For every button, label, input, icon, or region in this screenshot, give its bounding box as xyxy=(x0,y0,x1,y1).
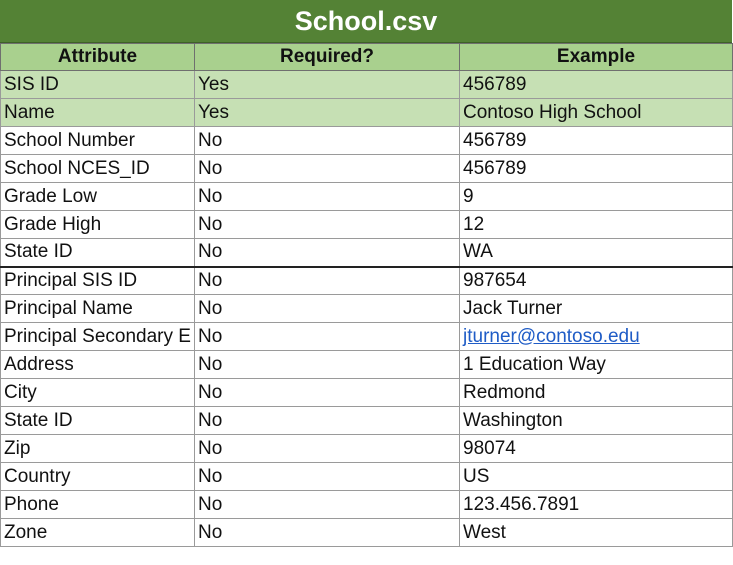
attribute-cell[interactable]: Principal SIS ID xyxy=(1,267,195,295)
attribute-cell[interactable]: Address xyxy=(1,351,195,379)
required-cell[interactable]: No xyxy=(195,407,460,435)
table-row xyxy=(1,463,733,491)
attribute-cell[interactable]: State ID xyxy=(1,239,195,267)
required-cell[interactable]: No xyxy=(195,211,460,239)
attribute-cell[interactable]: Principal Secondary E xyxy=(1,323,195,351)
required-cell[interactable]: No xyxy=(195,127,460,155)
attribute-cell[interactable]: Phone xyxy=(1,491,195,519)
example-cell[interactable]: Redmond xyxy=(460,379,733,407)
required-cell[interactable]: Yes xyxy=(195,99,460,127)
example-cell[interactable]: Jack Turner xyxy=(460,295,733,323)
email-link[interactable]: jturner@contoso.edu xyxy=(463,325,640,347)
required-cell[interactable]: No xyxy=(195,351,460,379)
example-cell[interactable]: 987654 xyxy=(460,267,733,295)
sheet-title: School.csv xyxy=(0,0,732,43)
attribute-cell[interactable]: State ID xyxy=(1,407,195,435)
example-cell[interactable]: 1 Education Way xyxy=(460,351,733,379)
table-row xyxy=(1,295,733,323)
attribute-cell[interactable]: SIS ID xyxy=(1,71,195,99)
table-row xyxy=(1,267,733,295)
table-row xyxy=(1,239,733,267)
column-header-required[interactable]: Required? xyxy=(195,44,460,71)
table-row xyxy=(1,491,733,519)
table-row xyxy=(1,407,733,435)
table-row xyxy=(1,379,733,407)
header-row xyxy=(1,44,733,71)
table-row xyxy=(1,351,733,379)
example-cell[interactable]: 98074 xyxy=(460,435,733,463)
example-cell[interactable]: 12 xyxy=(460,211,733,239)
required-cell[interactable]: No xyxy=(195,491,460,519)
example-cell[interactable]: Washington xyxy=(460,407,733,435)
required-cell[interactable]: No xyxy=(195,379,460,407)
table-row xyxy=(1,323,733,351)
required-cell[interactable]: No xyxy=(195,519,460,547)
attribute-cell[interactable]: Country xyxy=(1,463,195,491)
example-cell[interactable]: 456789 xyxy=(460,155,733,183)
required-cell[interactable]: No xyxy=(195,295,460,323)
attribute-cell[interactable]: Zip xyxy=(1,435,195,463)
table-row xyxy=(1,127,733,155)
required-cell[interactable]: No xyxy=(195,239,460,267)
example-cell[interactable]: 456789 xyxy=(460,71,733,99)
attribute-cell[interactable]: Principal Name xyxy=(1,295,195,323)
example-cell[interactable]: 9 xyxy=(460,183,733,211)
table-row xyxy=(1,183,733,211)
attribute-table xyxy=(0,43,733,547)
example-cell[interactable]: WA xyxy=(460,239,733,267)
example-cell[interactable]: US xyxy=(460,463,733,491)
attribute-cell[interactable]: Name xyxy=(1,99,195,127)
required-cell[interactable]: No xyxy=(195,323,460,351)
table-row xyxy=(1,435,733,463)
required-cell[interactable]: Yes xyxy=(195,71,460,99)
attribute-cell[interactable]: School Number xyxy=(1,127,195,155)
example-cell[interactable]: 123.456.7891 xyxy=(460,491,733,519)
example-cell[interactable]: Contoso High School xyxy=(460,99,733,127)
required-cell[interactable]: No xyxy=(195,463,460,491)
attribute-cell[interactable]: Grade High xyxy=(1,211,195,239)
required-cell[interactable]: No xyxy=(195,267,460,295)
attribute-cell[interactable]: Grade Low xyxy=(1,183,195,211)
example-cell[interactable]: 456789 xyxy=(460,127,733,155)
column-header-attribute[interactable]: Attribute xyxy=(1,44,195,71)
table-row xyxy=(1,211,733,239)
attribute-cell[interactable]: Zone xyxy=(1,519,195,547)
table-row xyxy=(1,155,733,183)
example-cell[interactable]: West xyxy=(460,519,733,547)
table-row xyxy=(1,99,733,127)
attribute-cell[interactable]: City xyxy=(1,379,195,407)
table-row xyxy=(1,71,733,99)
attribute-cell[interactable]: School NCES_ID xyxy=(1,155,195,183)
required-cell[interactable]: No xyxy=(195,155,460,183)
required-cell[interactable]: No xyxy=(195,435,460,463)
table-row xyxy=(1,519,733,547)
required-cell[interactable]: No xyxy=(195,183,460,211)
column-header-example[interactable]: Example xyxy=(460,44,733,71)
example-cell[interactable] xyxy=(460,323,733,351)
